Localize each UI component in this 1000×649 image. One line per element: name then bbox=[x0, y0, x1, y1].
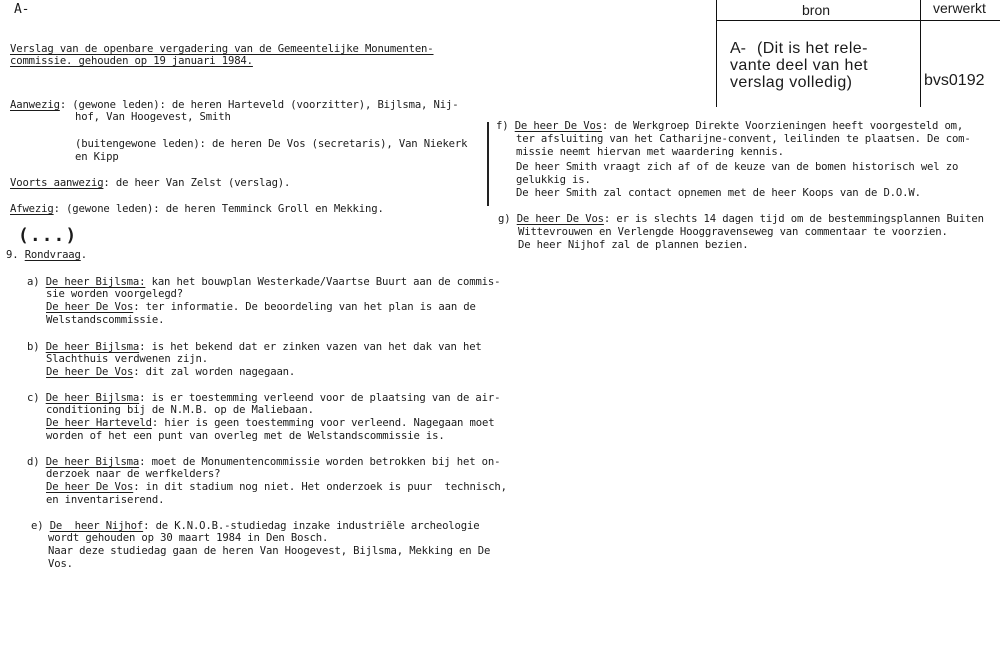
item-b-text1-1: : is het bekend dat er zinken vazen van het dak van het bbox=[139, 341, 482, 353]
item-a-line2: sie worden voorgelegd? bbox=[46, 288, 184, 300]
item-d-letter: d) bbox=[27, 456, 40, 468]
page-mark: A- bbox=[14, 2, 30, 17]
extra-members-line1: (buitengewone leden): de heren De Vos (secretaris), Van Niekerk bbox=[75, 138, 468, 150]
ref-note-line2: vante deel van het bbox=[730, 57, 868, 74]
item-f-line3: missie neemt hiervan met waardering kennis. bbox=[516, 146, 784, 158]
item-d-speaker1: De heer Bijlsma bbox=[45, 456, 140, 468]
rondvraag-label: Rondvraag bbox=[24, 249, 81, 261]
item-c-line4: worden of het een punt van overleg met de Welstandscommissie is. bbox=[46, 430, 445, 442]
also-present-text: : de heer Van Zelst (verslag). bbox=[103, 177, 291, 189]
item-b-line3 bbox=[46, 366, 295, 380]
rondvraag-heading bbox=[6, 249, 87, 263]
item-a-line4: Welstandscommissie. bbox=[46, 314, 165, 326]
item-d-text1-1: : moet de Monumentencommissie worden betrokken bij het on- bbox=[139, 456, 501, 468]
item-b-speaker1: De heer Bijlsma bbox=[45, 341, 140, 353]
item-c-speaker2: De heer Harteveld bbox=[46, 417, 152, 429]
item-d-line2: derzoek naar de werfkelders? bbox=[46, 468, 221, 480]
item-g-line2: Wittevrouwen en Verlengde Hooggravenseweg van commentaar te voorzien. bbox=[518, 226, 948, 238]
item-f-line1 bbox=[496, 120, 963, 134]
header-table-row-divider bbox=[716, 20, 1000, 21]
ref-note-line3: verslag volledig) bbox=[730, 74, 853, 91]
header-table-divider bbox=[920, 0, 921, 107]
item-c-speaker1: De heer Bijlsma bbox=[45, 392, 140, 404]
item-c-text1-1: : is er toestemming verleend voor de plaatsing van de air- bbox=[139, 392, 501, 404]
also-present-line bbox=[10, 177, 290, 191]
item-f-line6: De heer Smith zal contact opnemen met de heer Koops van de D.O.W. bbox=[516, 187, 921, 199]
item-g-line1 bbox=[498, 213, 984, 227]
item-b-speaker2: De heer De Vos bbox=[46, 366, 134, 378]
item-a-speaker2: De heer De Vos bbox=[46, 301, 134, 313]
item-a-text1-1: kan het bouwplan Westerkade/Vaartse Buurt aan de commis- bbox=[145, 276, 501, 288]
item-d-line4: en inventariserend. bbox=[46, 494, 165, 506]
ref-letter: A- bbox=[730, 40, 746, 57]
item-g-text1-1: : er is slechts 14 dagen tijd om de bestemmingsplannen Buiten bbox=[603, 213, 984, 225]
item-e-line4: Vos. bbox=[48, 558, 73, 570]
item-d-speaker2: De heer De Vos bbox=[46, 481, 134, 493]
item-b-text2-1: : dit zal worden nagegaan. bbox=[133, 366, 296, 378]
rondvraag-number: 9. bbox=[6, 249, 19, 261]
item-g-speaker1: De heer De Vos bbox=[516, 213, 604, 225]
item-e-line2: wordt gehouden op 30 maart 1984 in Den Bosch. bbox=[48, 532, 329, 544]
item-c-line2: conditioning bij de N.M.B. op de Maliebaan. bbox=[46, 404, 314, 416]
report-title-line2: commissie. gehouden op 19 januari 1984. bbox=[10, 55, 253, 67]
item-f-line2: ter afsluiting van het Catharijne-convent, leilinden te plaatsen. De com- bbox=[516, 133, 971, 145]
item-f-speaker1: De heer De Vos bbox=[514, 120, 602, 132]
absent-text: : (gewone leden): de heren Temminck Groll en Mekking. bbox=[53, 203, 384, 215]
item-e-letter: e) bbox=[31, 520, 44, 532]
item-f-letter: f) bbox=[496, 120, 509, 132]
item-e-line3: Naar deze studiedag gaan de heren Van Hoogevest, Bijlsma, Mekking en De bbox=[48, 545, 491, 557]
item-e-text1-1: : de K.N.O.B.-studiedag inzake industriële archeologie bbox=[143, 520, 480, 532]
item-a-line3 bbox=[46, 301, 476, 315]
item-e-speaker1: De heer Nijhof bbox=[49, 520, 144, 532]
ref-note-line1: (Dit is het rele- bbox=[757, 40, 868, 57]
item-d-text2-1: : in dit stadium nog niet. Het onderzoek is puur technisch, bbox=[133, 481, 507, 493]
header-col-verwerkt: verwerkt bbox=[933, 0, 986, 16]
item-f-margin-line bbox=[487, 122, 489, 206]
header-table-left-border bbox=[716, 0, 717, 107]
item-a-text2-1: : ter informatie. De beoordeling van het plan is aan de bbox=[133, 301, 476, 313]
item-f-line5: gelukkig is. bbox=[516, 174, 591, 186]
present-line2: hof, Van Hoogevest, Smith bbox=[75, 111, 231, 123]
item-c-line3 bbox=[46, 417, 494, 431]
ellipsis-mark: (...) bbox=[18, 225, 78, 246]
item-b-line2: Slachthuis verdwenen zijn. bbox=[46, 353, 208, 365]
absent-line bbox=[10, 203, 384, 217]
item-a-letter: a) bbox=[27, 276, 40, 288]
extra-members-line2: en Kipp bbox=[75, 151, 119, 163]
also-present-label: Voorts aanwezig bbox=[10, 177, 104, 189]
report-title-line1: Verslag van de openbare vergadering van de Gemeentelijke Monumenten- bbox=[10, 43, 434, 55]
present-label: Aanwezig bbox=[10, 99, 60, 111]
header-col-bron: bron bbox=[802, 2, 831, 18]
item-d-line3 bbox=[46, 481, 507, 495]
absent-label: Afwezig bbox=[10, 203, 54, 215]
ref-code: bvs0192 bbox=[924, 72, 985, 89]
item-f-line4: De heer Smith vraagt zich af of de keuze van de bomen historisch wel zo bbox=[516, 161, 959, 173]
present-text-1: : (gewone leden): de heren Harteveld (voorzitter), Bijlsma, Nij- bbox=[59, 99, 459, 111]
item-a-speaker1: De heer Bijlsma: bbox=[45, 276, 146, 288]
item-g-line3: De heer Nijhof zal de plannen bezien. bbox=[518, 239, 749, 251]
item-c-letter: c) bbox=[27, 392, 40, 404]
item-c-text2-1: : hier is geen toestemming voor verleend. Nagegaan moet bbox=[151, 417, 495, 429]
item-b-letter: b) bbox=[27, 341, 40, 353]
item-f-text1-1: : de Werkgroep Direkte Voorzieningen heeft voorgesteld om, bbox=[601, 120, 964, 132]
item-g-letter: g) bbox=[498, 213, 511, 225]
rondvraag-after: . bbox=[80, 249, 87, 261]
